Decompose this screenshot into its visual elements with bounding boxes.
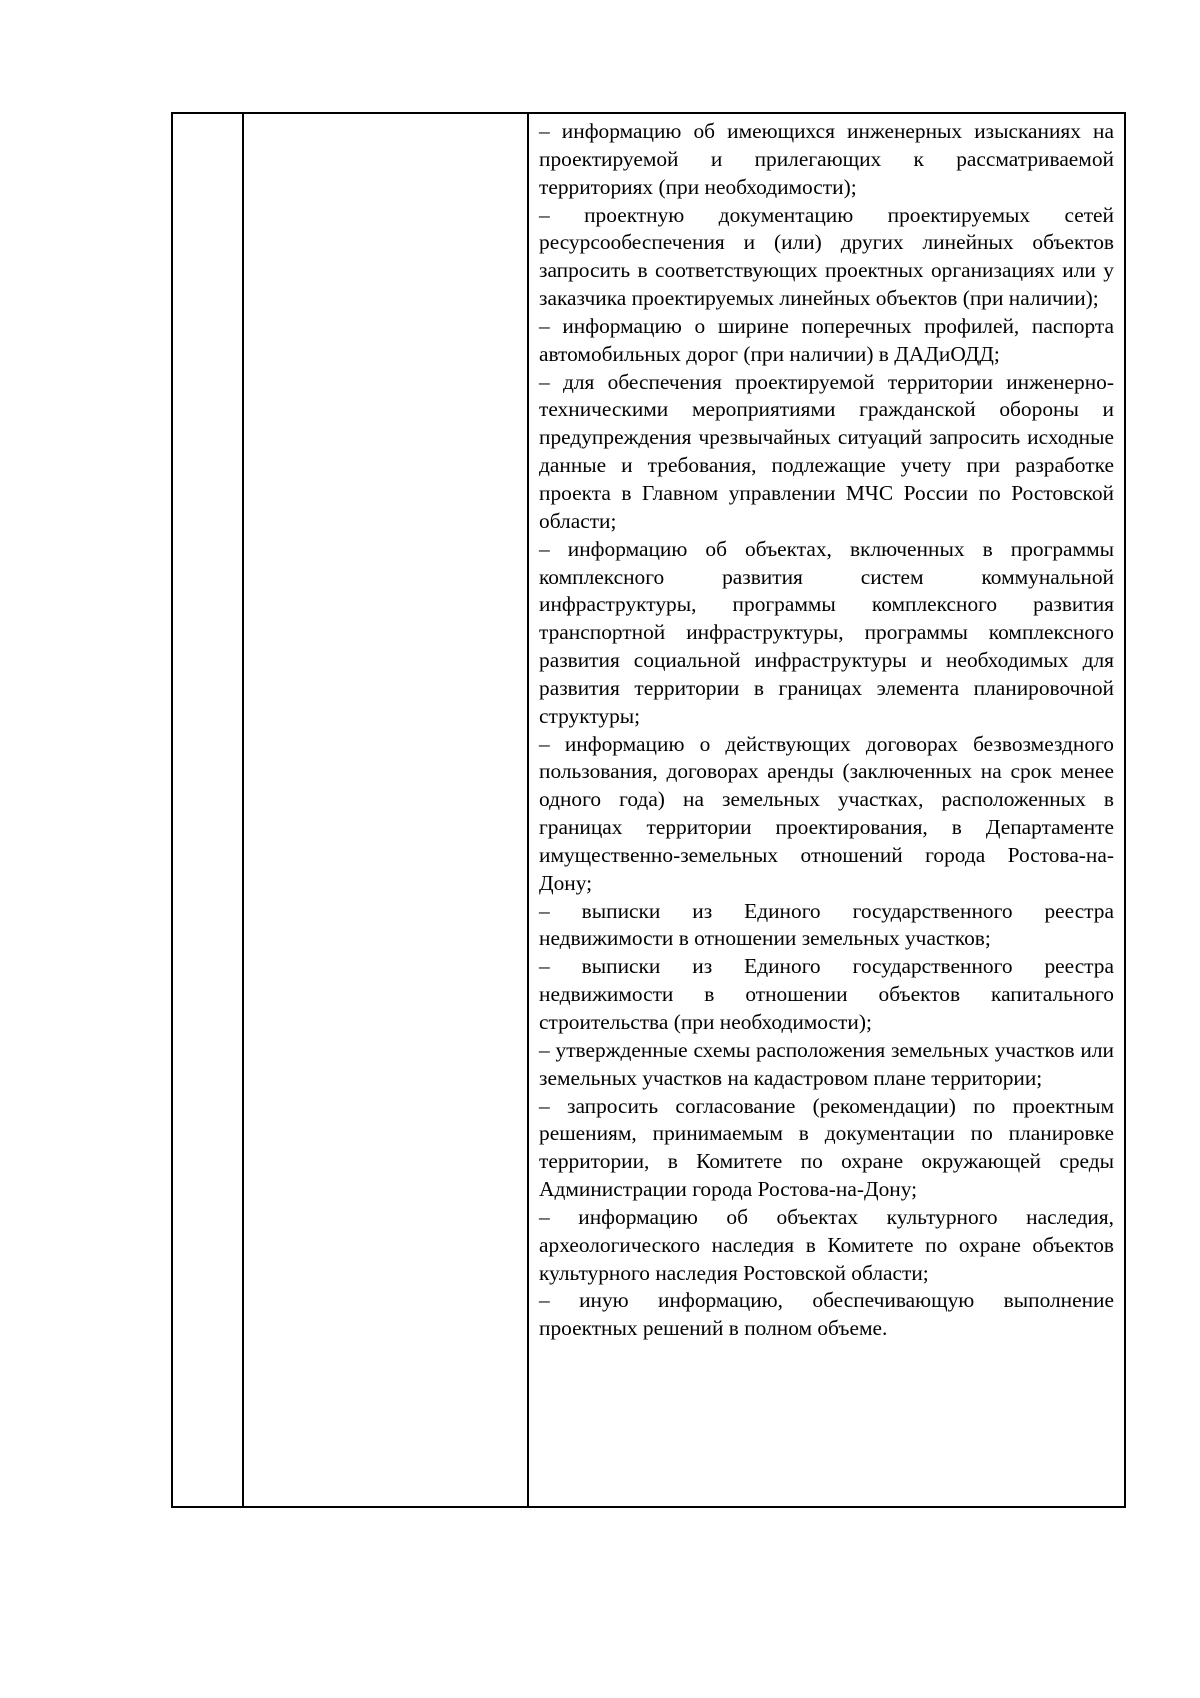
row-name-cell	[243, 113, 528, 1507]
list-item: – выписки из Единого государственного реестра недвижимости в отношении земельных участков;	[539, 898, 1114, 951]
list-item: – информацию об объектах культурного наследия, археологического наследия в Комитете по охране объектов культурного наследия Ростовской области;	[539, 1204, 1114, 1285]
list-item: – запросить согласование (рекомендации) по проектным решениям, принимаемым в документации по планировке территории, в Комитете по охране окружающей среды Администрации города Ростова-на-Дону;	[539, 1093, 1114, 1202]
list-item: – информацию об имеющихся инженерных изысканиях на проектируемой и прилегающих к рассматриваемой территориях (при необходимости);	[539, 119, 1114, 199]
list-item: – информацию о действующих договорах безвозмездного пользования, договорах аренды (заключенных на срок менее одного года) на земельных участках, расположенных в границах территории проектирования, в Департаменте имущественно-земельных отношений города Ростова-на-Дону;	[539, 731, 1114, 895]
list-item: – выписки из Единого государственного реестра недвижимости в отношении объектов капитального строительства (при необходимости);	[539, 954, 1114, 1034]
list-item: – информацию об объектах, включенных в программы комплексного развития систем коммунальной инфраструктуры, программы комплексного развития транспортной инфраструктуры, программы комплексного развития социальной инфраструктуры и необходимых для развития территории в границах элемента планировочной структуры;	[539, 536, 1114, 728]
table-row	[172, 113, 1125, 1507]
list-item: – проектную документацию проектируемых сетей ресурсообеспечения и (или) других линейных объектов запросить в соответствующих проектных организациях или у заказчика проектируемых линейных объектов (при наличии);	[539, 202, 1114, 311]
row-number-cell	[172, 113, 243, 1507]
requirements-table	[171, 112, 1126, 1508]
list-item: – информацию о ширине поперечных профилей, паспорта автомобильных дорог (при наличии) в ДАДиОДД;	[539, 313, 1114, 366]
list-item: – утвержденные схемы расположения земельных участков или земельных участков на кадастровом плане территории;	[539, 1037, 1114, 1090]
content-text	[539, 118, 1114, 1343]
row-content-cell	[528, 113, 1125, 1507]
list-item: – для обеспечения проектируемой территории инженерно-техническими мероприятиями гражданской обороны и предупреждения чрезвычайных ситуаций запросить исходные данные и требования, подлежащие учету при разработке проекта в Главном управлении МЧС России по Ростовской области;	[539, 369, 1114, 533]
list-item: – иную информацию, обеспечивающую выполнение проектных решений в полном объеме.	[539, 1288, 1114, 1341]
